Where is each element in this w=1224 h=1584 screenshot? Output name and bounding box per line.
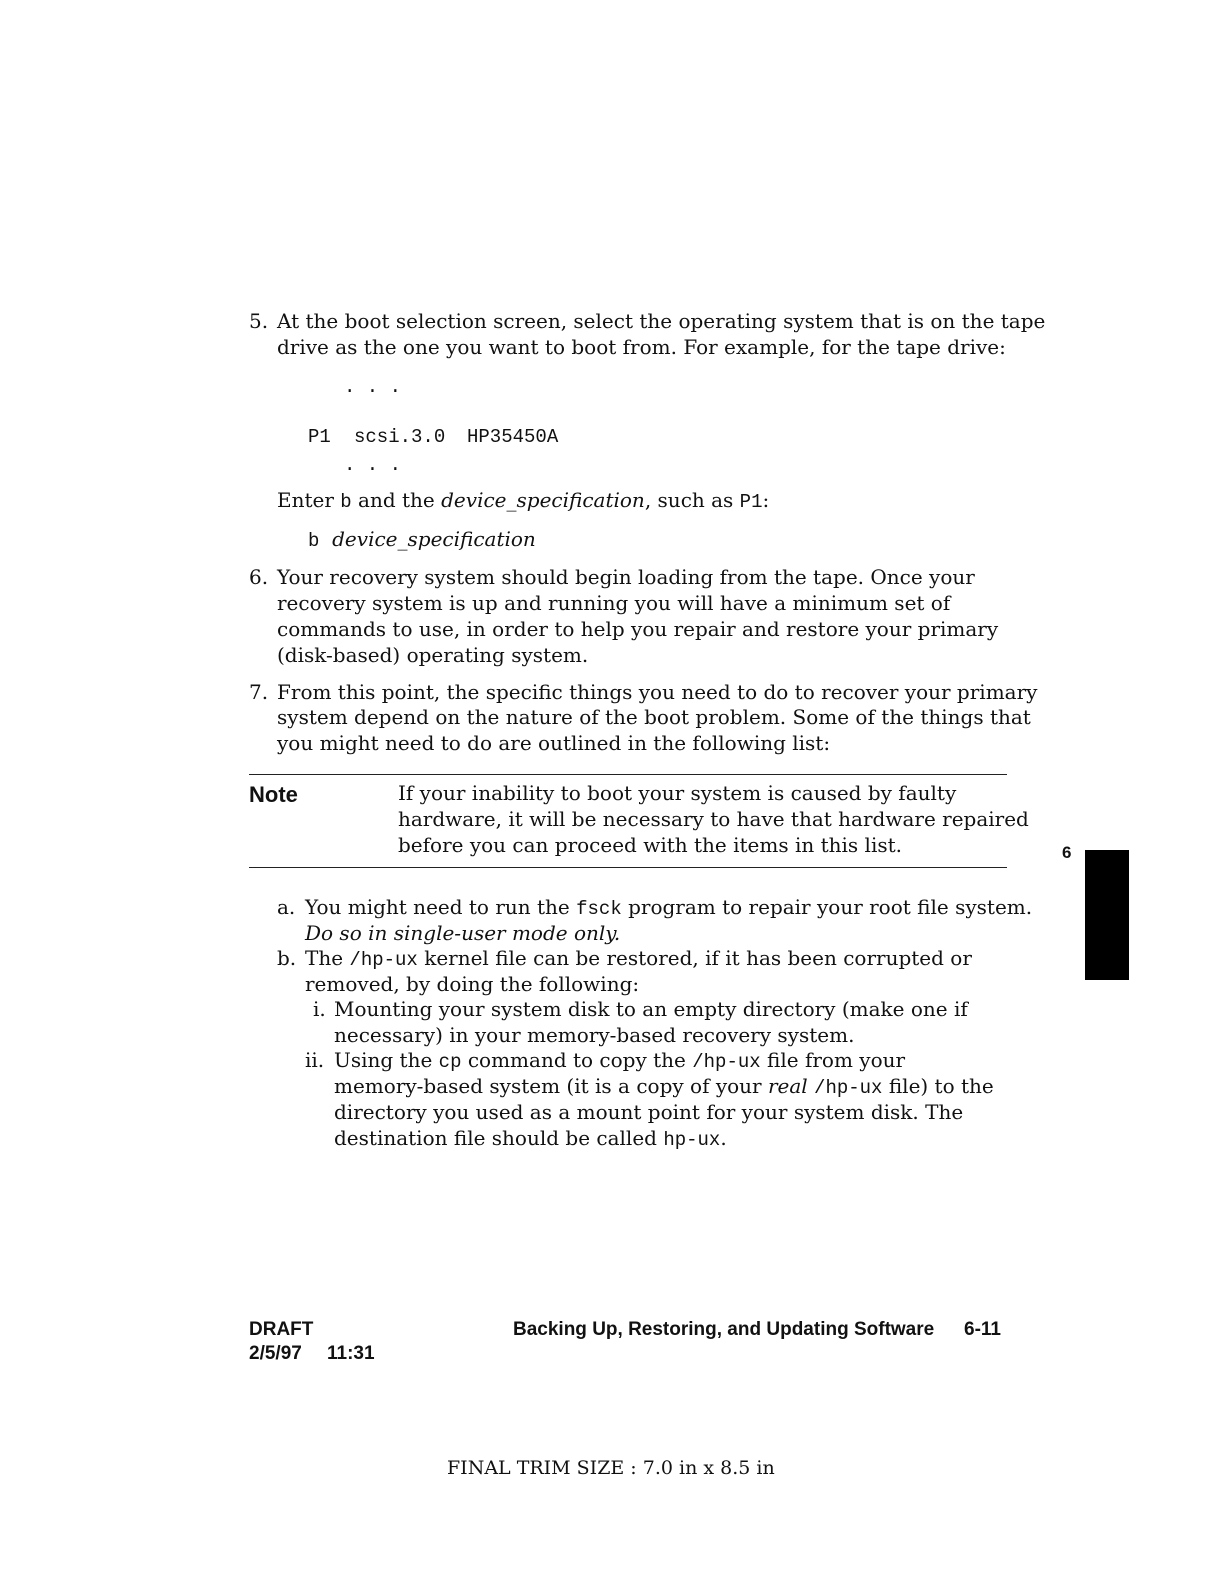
item-b-line-2: removed, by doing the following: <box>305 972 640 996</box>
item-ii-line-4: destination file should be called hp-ux. <box>334 1126 727 1151</box>
item-ii-line-1: Using the cp command to copy the /hp-ux file from your <box>334 1048 906 1073</box>
item-a-line-2: Do so in single-user mode only. <box>305 921 621 945</box>
step-7-line-1: From this point, the specific things you need to do to recover your primary <box>277 680 1038 704</box>
step-5-line-2: drive as the one you want to boot from. For example, for the tape drive: <box>277 335 1006 359</box>
item-b-line-1: The /hp-ux kernel file can be restored, if it has been corrupted or <box>305 946 972 971</box>
note-bottom-rule <box>249 867 1007 868</box>
note-line-2: hardware, it will be necessary to have that hardware repaired <box>398 807 1029 831</box>
code-ellipsis-2: . . . <box>344 454 402 476</box>
footer-page-number: 6-11 <box>964 1319 1001 1340</box>
step-7-line-3: you might need to do are outlined in the following list: <box>277 731 831 755</box>
item-ii-line-2: memory-based system (it is a copy of your real /hp-ux file) to the <box>334 1074 994 1099</box>
item-i-line-2: necessary) in your memory-based recovery system. <box>334 1023 855 1047</box>
step-6-line-4: (disk-based) operating system. <box>277 643 589 667</box>
step-6-line-2: recovery system is up and running you will have a minimum set of <box>277 591 951 615</box>
item-a-line-1: You might need to run the fsck program to repair your root file system. <box>305 895 1033 920</box>
footer-draft: DRAFT <box>249 1319 314 1340</box>
chapter-tab-marker <box>1085 850 1129 980</box>
final-trim-size: FINAL TRIM SIZE : 7.0 in x 8.5 in <box>447 1457 775 1479</box>
footer-title: Backing Up, Restoring, and Updating Software <box>513 1319 935 1340</box>
step-6-line-1: Your recovery system should begin loading from the tape. Once your <box>277 565 975 589</box>
note-line-1: If your inability to boot your system is caused by faulty <box>398 781 957 805</box>
item-i-line-1: Mounting your system disk to an empty directory (make one if <box>334 997 968 1021</box>
chapter-tab-number: 6 <box>1062 843 1072 862</box>
item-a-marker: a. <box>277 895 296 919</box>
item-i-marker: i. <box>313 997 326 1021</box>
code-hp: HP35450A <box>467 426 559 448</box>
boot-command: b device_specification <box>308 527 536 552</box>
item-ii-marker: ii. <box>305 1048 325 1072</box>
footer-date: 2/5/97 <box>249 1343 302 1364</box>
footer-time: 11:31 <box>327 1343 375 1364</box>
step-5-line-1: At the boot selection screen, select the operating system that is on the tape <box>277 309 1046 333</box>
item-b-marker: b. <box>277 946 297 970</box>
enter-instruction: Enter b and the device_specification, such as P1: <box>277 488 770 513</box>
code-scsi: scsi.3.0 <box>354 426 446 448</box>
code-ellipsis-1: . . . <box>344 376 402 398</box>
step-6-line-3: commands to use, in order to help you repair and restore your primary <box>277 617 999 641</box>
note-label: Note <box>249 782 298 807</box>
item-ii-line-3: directory you used as a mount point for your system disk. The <box>334 1100 964 1124</box>
step-7-line-2: system depend on the nature of the boot problem. Some of the things that <box>277 705 1031 729</box>
step-5-number: 5. <box>249 309 269 333</box>
code-p1: P1 <box>308 426 331 448</box>
note-top-rule <box>249 774 1007 775</box>
step-7-number: 7. <box>249 680 269 704</box>
note-line-3: before you can proceed with the items in this list. <box>398 833 902 857</box>
step-6-number: 6. <box>249 565 269 589</box>
